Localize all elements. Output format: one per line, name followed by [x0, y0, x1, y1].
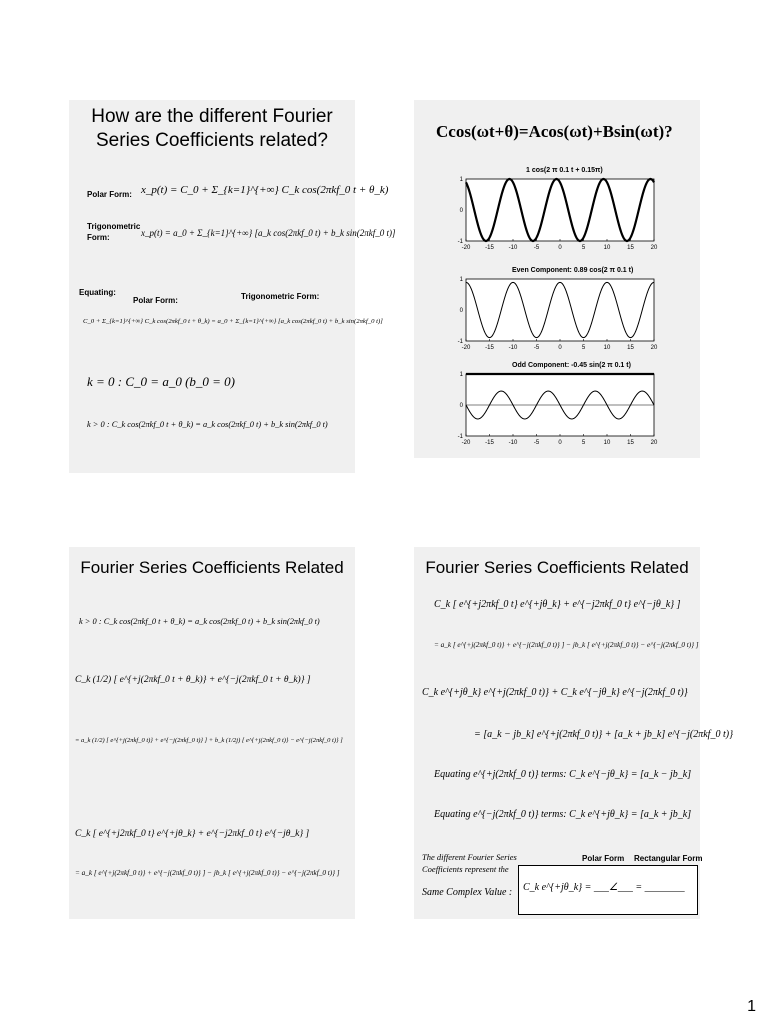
p3-y-tick-label: 0: [459, 403, 463, 409]
plot-1: [414, 174, 700, 260]
p1-x-tick-label: 15: [627, 245, 634, 251]
p3-x-tick-label: 20: [650, 440, 658, 446]
slide-3-title: Fourier Series Coefficients Related: [80, 558, 344, 577]
note-line-2: Coefficients represent the: [422, 864, 509, 874]
complex-value-equation: C_k e^{+jθ_k} = ___∠___ = ________: [523, 882, 685, 893]
p2-x-tick-label: 0: [558, 345, 562, 351]
equating-equation: C_0 + Σ_{k=1}^{+∞} C_k cos(2πkf_0 t + θ_k) = a_0 + Σ_{k=1}^{+∞} [a_k cos(2πkf_0 t) + b_k sin(2πkf_0 t)]: [83, 318, 383, 325]
complex-value-box: [518, 865, 698, 915]
slide-4-eq-2: = a_k [ e^{+j(2πkf_0 t)} + e^{−j(2πkf_0 t)} ] − jb_k [ e^{+j(2πkf_0 t)} − e^{−j(2πkf_0 t)} ]: [434, 641, 699, 649]
slide-3: [69, 547, 355, 919]
note-line-1: The different Fourier Series: [422, 852, 517, 862]
slide-4-eq-4: = [a_k − jb_k] e^{+j(2πkf_0 t)} + [a_k + jb_k] e^{−j(2πkf_0 t)}: [474, 729, 734, 740]
slide-3-eq-5: = a_k [ e^{+j(2πkf_0 t)} + e^{−j(2πkf_0 t)} ] − jb_k [ e^{+j(2πkf_0 t)} − e^{−j(2πkf_0 t)} ]: [75, 869, 340, 877]
equating-trig-label: Trigonometric Form:: [241, 292, 320, 301]
p3-y-tick-label: 1: [459, 372, 463, 378]
trig-form-label-2: Form:: [87, 233, 110, 242]
plot-1-title: 1 cos(2 π 0.1 t + 0.15π): [526, 167, 603, 174]
p3-x-tick-label: 0: [558, 440, 562, 446]
slide-4-eq-6: Equating e^{−j(2πkf_0 t)} terms: C_k e^{+jθ_k} = [a_k + jb_k]: [434, 809, 692, 820]
p1-y-tick-label: 1: [459, 177, 463, 183]
p3-x-tick-label: -5: [533, 440, 540, 446]
p3-x-tick-label: -15: [485, 440, 494, 446]
p1-x-tick-label: -20: [461, 245, 471, 251]
p2-x-tick-label: -15: [485, 345, 494, 351]
p3-x-tick-label: -20: [461, 440, 471, 446]
p1-x-tick-label: 20: [650, 245, 658, 251]
slide-4-title: Fourier Series Coefficients Related: [425, 558, 689, 577]
polar-form-heading: Polar Form: [582, 854, 625, 863]
p1-x-tick-label: -15: [485, 245, 494, 251]
note-line-3: Same Complex Value :: [422, 887, 513, 898]
slide-2: [414, 100, 700, 458]
p1-y-tick-label: -1: [457, 239, 463, 245]
p3-x-tick-label: 10: [603, 440, 611, 446]
p3-x-tick-label: -10: [508, 440, 518, 446]
p3-x-tick-label: 15: [627, 440, 634, 446]
slide-4: [414, 547, 734, 919]
trig-form-label-1: Trigonometric: [87, 222, 141, 231]
p1-x-tick-label: -5: [533, 245, 540, 251]
slide-2-title: Ccos(ωt+θ)=Acos(ωt)+Bsin(ωt)?: [436, 122, 673, 141]
equating-label: Equating:: [79, 288, 116, 297]
plot-2-title: Even Component: 0.89 cos(2 π 0.1 t): [512, 267, 634, 274]
p2-y-tick-label: -1: [457, 339, 463, 345]
polar-form-equation: x_p(t) = C_0 + Σ_{k=1}^{+∞} C_k cos(2πkf_0 t + θ_k): [141, 184, 389, 196]
slide-4-eq-1: C_k [ e^{+j2πkf_0 t} e^{+jθ_k} + e^{−j2πkf_0 t} e^{−jθ_k} ]: [434, 599, 681, 610]
p2-x-tick-label: -20: [461, 345, 471, 351]
equating-polar-label: Polar Form:: [133, 296, 178, 305]
p1-x-tick-label: 10: [603, 245, 611, 251]
p1-x-tick-label: 0: [558, 245, 562, 251]
p1-x-tick-label: -10: [508, 245, 518, 251]
p3-y-tick-label: -1: [457, 434, 463, 440]
slide-3-eq-4: C_k [ e^{+j2πkf_0 t} e^{+jθ_k} + e^{−j2πkf_0 t} e^{−jθ_k} ]: [75, 829, 310, 839]
p2-x-tick-label: 20: [650, 345, 658, 351]
slide-1-title-line-2: Series Coefficients related?: [96, 130, 328, 151]
p3-x-tick-label: 5: [581, 440, 586, 446]
plot-2: [414, 274, 700, 360]
trig-form-equation: x_p(t) = a_0 + Σ_{k=1}^{+∞} [a_k cos(2πkf_0 t) + b_k sin(2πkf_0 t)]: [141, 228, 396, 238]
p1-y-tick-label: 0: [459, 208, 463, 214]
polar-form-label: Polar Form:: [87, 190, 132, 199]
k-zero-equation: k = 0 : C_0 = a_0 (b_0 = 0): [87, 374, 235, 389]
slide-1-title-line-1: How are the different Fourier: [91, 106, 333, 127]
p2-y-tick-label: 0: [459, 308, 463, 314]
p2-x-tick-label: 15: [627, 345, 634, 351]
slide-1-title: [69, 105, 355, 153]
p2-y-tick-label: 1: [459, 277, 463, 283]
p2-x-tick-label: 5: [581, 345, 586, 351]
p2-x-tick-label: -10: [508, 345, 518, 351]
rect-form-heading: Rectangular Form: [634, 854, 703, 863]
p1-x-tick-label: 5: [581, 245, 586, 251]
slide-4-eq-3: C_k e^{+jθ_k} e^{+j(2πkf_0 t)} + C_k e^{−jθ_k} e^{−j(2πkf_0 t)}: [422, 687, 688, 698]
p2-x-tick-label: 10: [603, 345, 611, 351]
plot-3-title: Odd Component: -0.45 sin(2 π 0.1 t): [512, 362, 631, 369]
slide-1: [69, 100, 396, 473]
slide-3-eq-1: k > 0 : C_k cos(2πkf_0 t + θ_k) = a_k cos(2πkf_0 t) + b_k sin(2πkf_0 t): [79, 617, 320, 626]
page-number: 1: [747, 998, 756, 1015]
p2-x-tick-label: -5: [533, 345, 540, 351]
k-positive-equation: k > 0 : C_k cos(2πkf_0 t + θ_k) = a_k cos(2πkf_0 t) + b_k sin(2πkf_0 t): [87, 420, 328, 429]
slide-3-eq-3: = a_k (1/2) [ e^{+j(2πkf_0 t)} + e^{−j(2πkf_0 t)} ] + b_k (1/2j) [ e^{+j(2πkf_0 t)} − e^{−j(2πkf_0 t)} ]: [75, 737, 343, 744]
slide-4-eq-5: Equating e^{+j(2πkf_0 t)} terms: C_k e^{−jθ_k} = [a_k − jb_k]: [434, 769, 692, 780]
plot-1-frame: [466, 179, 654, 241]
slide-3-eq-2: C_k (1/2) [ e^{+j(2πkf_0 t + θ_k)} + e^{−j(2πkf_0 t + θ_k)} ]: [75, 675, 311, 685]
plot-3: [414, 369, 700, 455]
